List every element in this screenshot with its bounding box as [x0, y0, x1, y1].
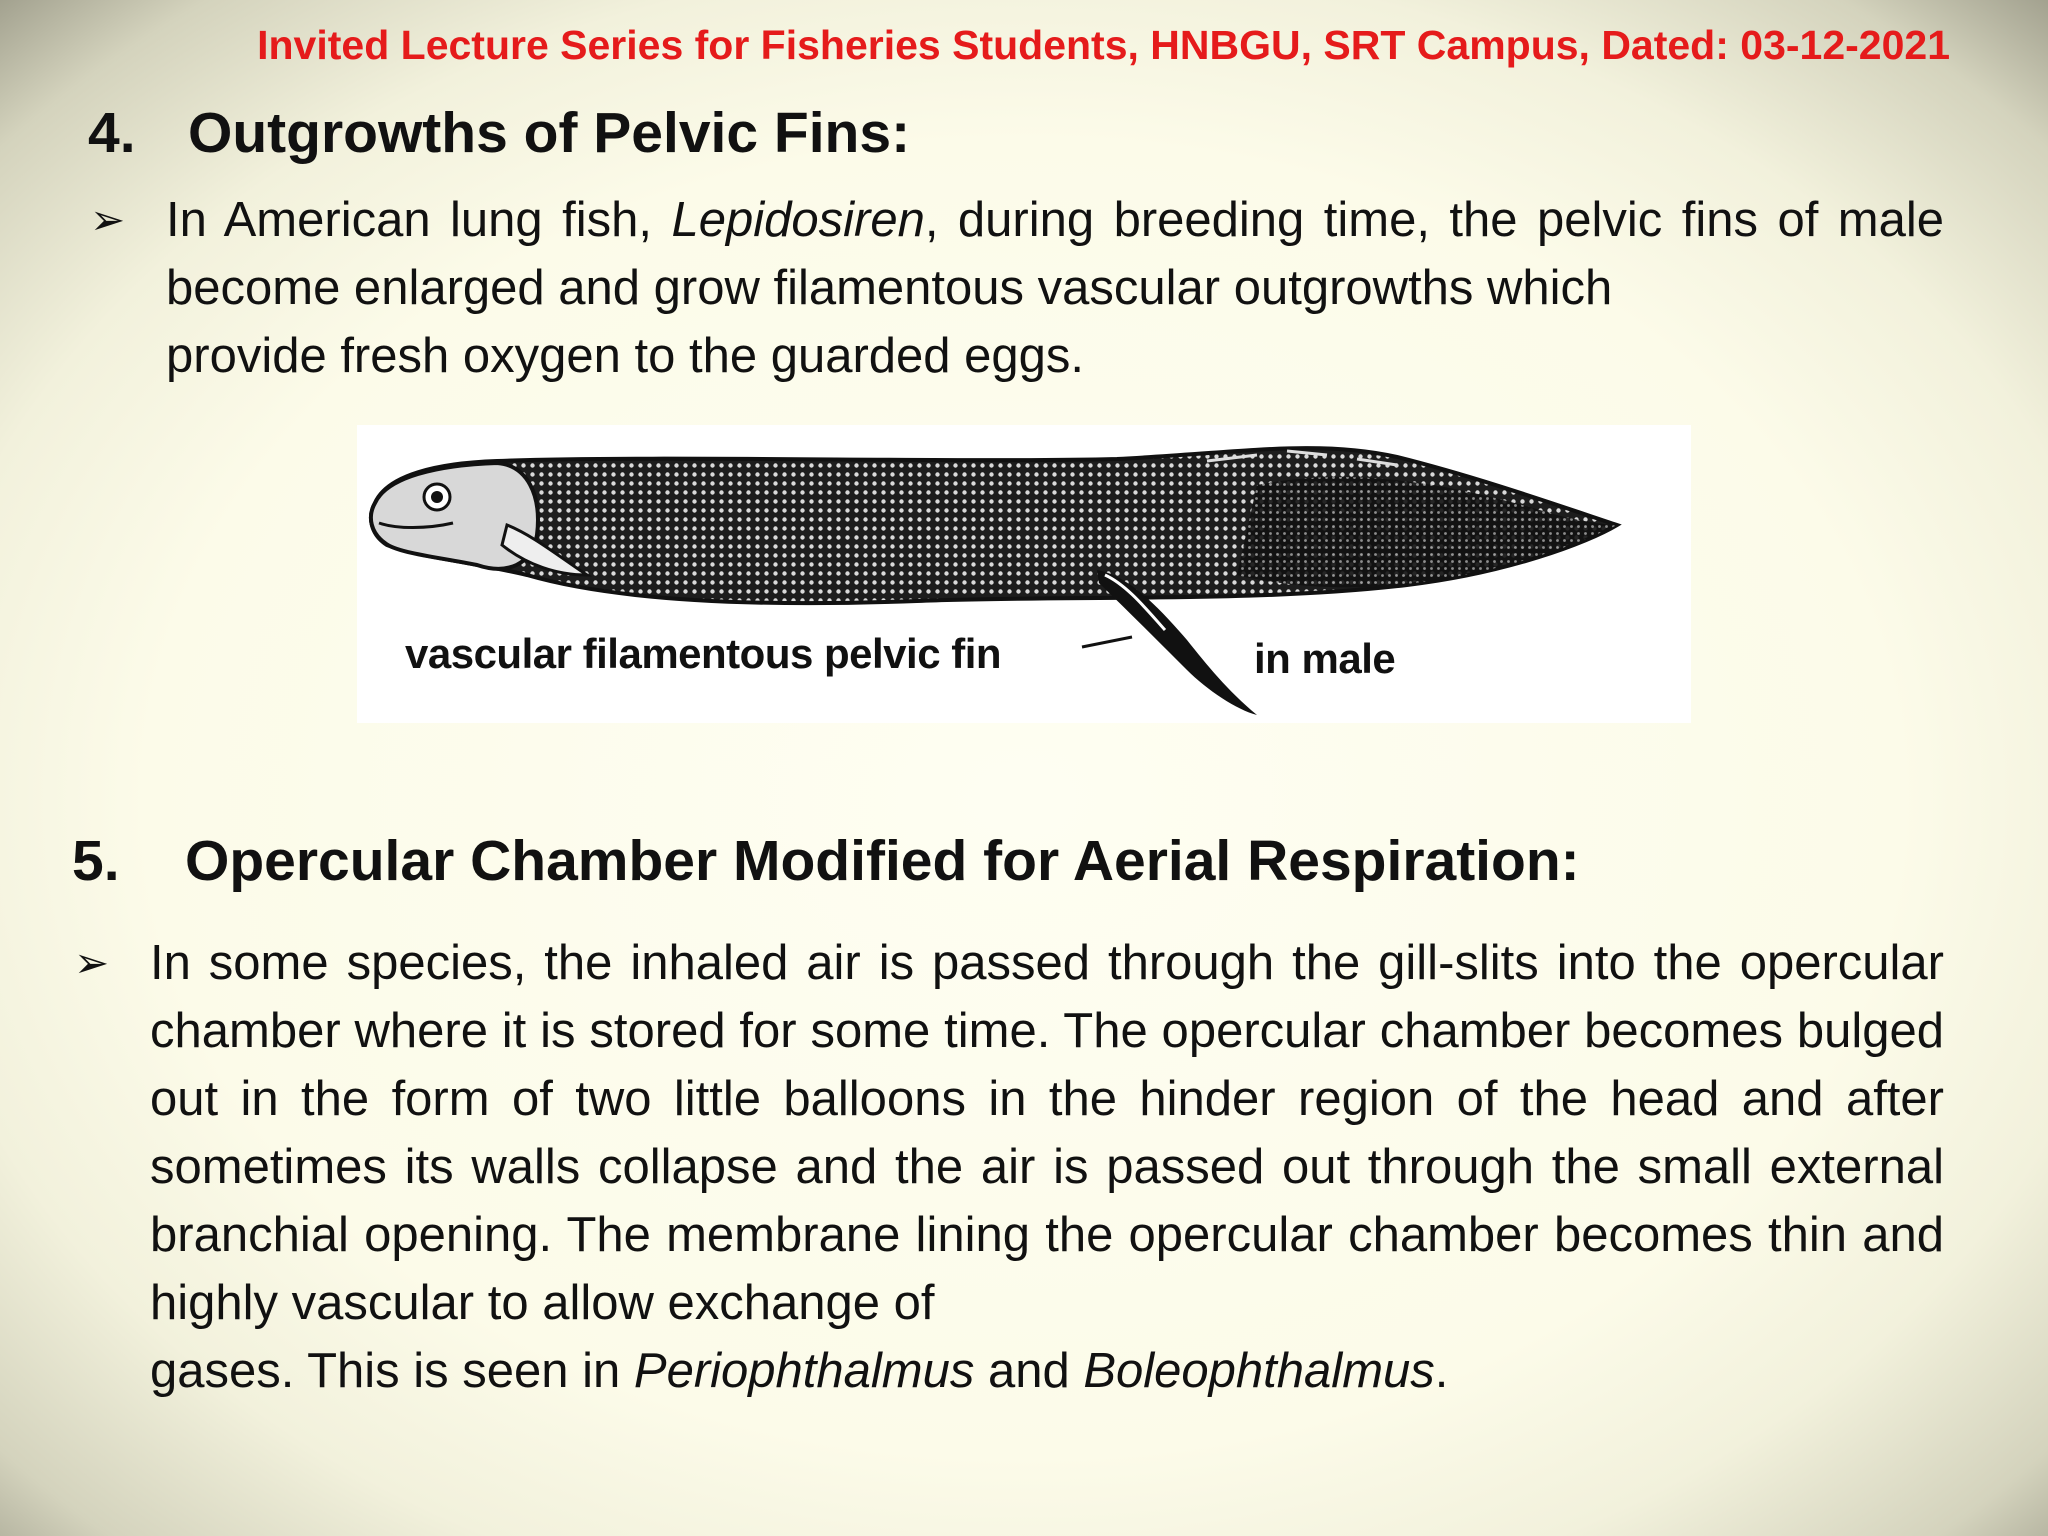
lecture-header: Invited Lecture Series for Fisheries Students, HNBGU, SRT Campus, Dated: 03-12-2021 [257, 22, 1950, 68]
arrowhead-bullet-icon: ➢ [90, 196, 126, 243]
bullet-last-line: provide fresh oxygen to the guarded eggs. [166, 329, 1085, 383]
section-4-number: 4. [88, 101, 136, 165]
bullet-last-line [150, 1337, 1944, 1405]
bullet-text: , during breeding time, the pelvic fins of male become enlarged and grow filamentous vascular outgrowths which [166, 193, 1944, 315]
section-5-bullet [72, 929, 1944, 1405]
genus-name-lepidosiren: Lepidosiren [671, 193, 925, 247]
bullet-text: . [1434, 1344, 1449, 1398]
section-4-bullet [88, 186, 1944, 390]
arrowhead-bullet-icon: ➢ [74, 939, 110, 986]
bullet-text: and [974, 1344, 1084, 1398]
bullet-text: gases. This is seen in [150, 1344, 634, 1398]
section-5-title: Opercular Chamber Modified for Aerial Respiration: [185, 829, 1580, 893]
in-male-label: in male [1254, 635, 1396, 682]
section-4-heading [88, 98, 910, 168]
section-4-title: Outgrowths of Pelvic Fins: [188, 101, 911, 165]
bullet-text: In American lung fish, [166, 193, 672, 247]
genus-name-boleophthalmus: Boleophthalmus [1083, 1344, 1435, 1398]
section-5-paragraph [150, 929, 1944, 1405]
bullet-text: In some species, the inhaled air is passed through the gill-slits into the opercular chamber where it is stored for some time. The opercular chamber becomes bulged out in the form of two little balloons in the hinder region of the head and after sometimes its walls collapse and the air is passed out through the small external branchial opening. The membrane lining the opercular chamber becomes thin and highly vascular to allow exchange of [150, 936, 1944, 1330]
lungfish-illustration [357, 425, 1691, 723]
section-5-number: 5. [72, 829, 120, 893]
genus-name-periophthalmus: Periophthalmus [633, 1344, 975, 1398]
section-4-paragraph [166, 186, 1944, 390]
pelvic-fin-label: vascular filamentous pelvic fin [405, 630, 1002, 677]
section-5-heading [72, 826, 1580, 896]
lepidosiren-drawing [357, 425, 1691, 723]
